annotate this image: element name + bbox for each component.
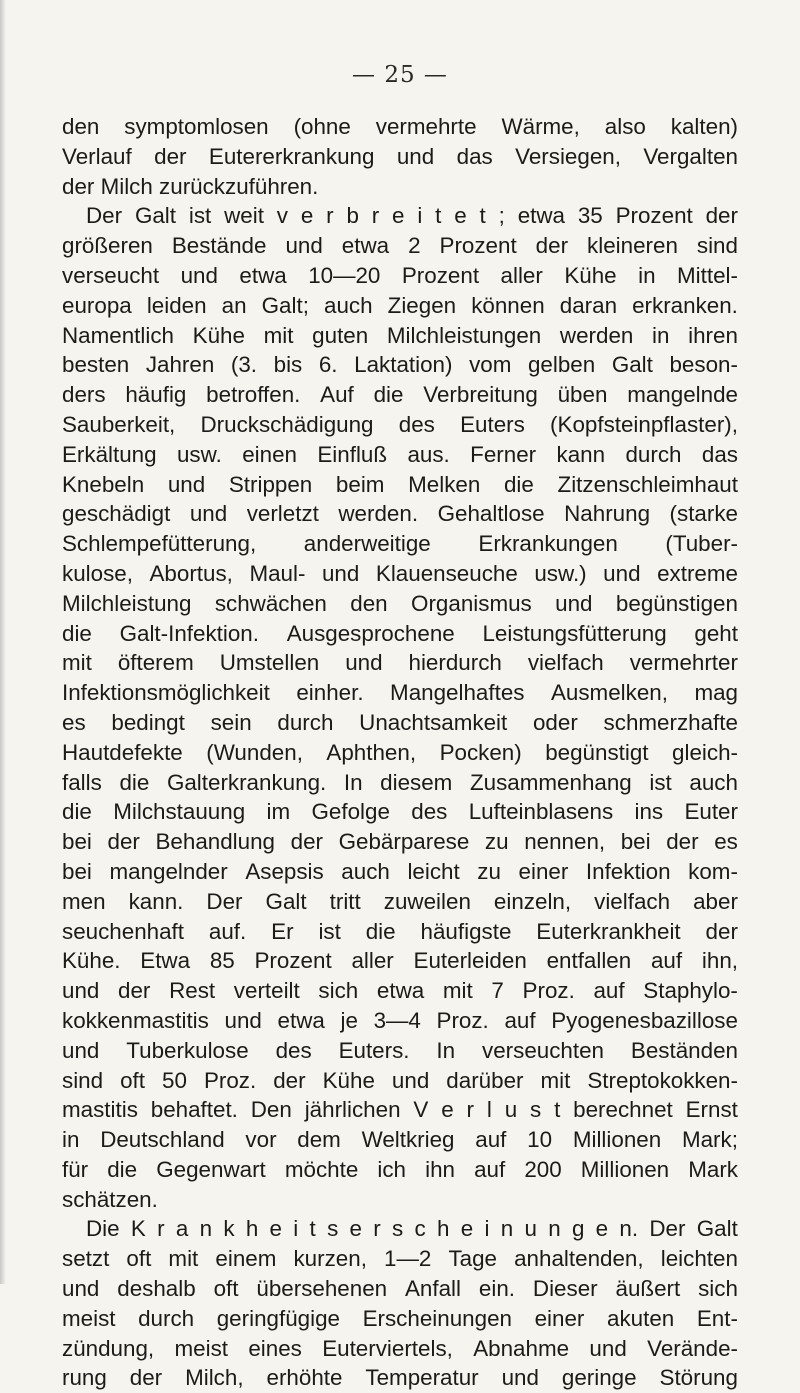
text-line: Knebeln und Strippen beim Melken die Zitzenschleimhaut [62, 471, 738, 497]
text-line: für die Gegenwart möchte ich ihn auf 200 Millionen Mark [62, 1156, 738, 1182]
page-number: — 25 — [352, 62, 448, 88]
text-line: und der Rest verteilt sich etwa mit 7 Proz. auf Staphylo- [62, 978, 738, 1004]
text-line: men kann. Der Galt tritt zuweilen einzeln, vielfach aber [62, 888, 738, 914]
text-line: den symptomlosen (ohne vermehrte Wärme, also kalten) [62, 114, 738, 139]
text-line: Infektionsmöglichkeit einher. Mangelhaftes Ausmelken, mag [62, 680, 738, 706]
text-line: es bedingt sein durch Unachtsamkeit oder schmerzhafte [62, 709, 738, 735]
text-line: der Milch zurückzuführen. [62, 173, 319, 199]
text-line: rung der Milch, erhöhte Temperatur und geringe Störung [62, 1365, 738, 1391]
text-line: zündung, meist eines Euterviertels, Abnahme und Verände- [62, 1335, 738, 1361]
text-line: geschädigt und verletzt werden. Gehaltlose Nahrung (starke [62, 501, 738, 527]
text-line: größeren Bestände und etwa 2 Prozent der kleineren sind [62, 233, 738, 259]
text-line: Die K r a n k h e i t s e r s c h e i n u n g e n. Der Galt [86, 1216, 738, 1242]
text-line: europa leiden an Galt; auch Ziegen können daran erkranken. [62, 292, 738, 318]
text-line: Namentlich Kühe mit guten Milchleistungen werden in ihren [62, 322, 738, 348]
text-line: mit öfterem Umstellen und hierdurch vielfach vermehrter [62, 650, 738, 676]
text-line: Verlauf der Eutererkrankung und das Versiegen, Vergalten [62, 143, 738, 169]
text-line: in Deutschland vor dem Weltkrieg auf 10 Millionen Mark; [62, 1127, 738, 1153]
text-line: Schlempefütterung, anderweitige Erkrankungen (Tuber- [62, 531, 738, 557]
page-edge-shadow [0, 0, 6, 1284]
text-line: schätzen. [62, 1186, 158, 1212]
text-line: ders häufig betroffen. Auf die Verbreitung üben mangelnde [62, 382, 738, 408]
text-line: Milchleistung schwächen den Organismus und begünstigen [62, 590, 738, 616]
text-line: bei mangelnder Asepsis auch leicht zu einer Infektion kom- [62, 858, 738, 884]
text-line: mastitis behaftet. Den jährlichen V e r l u s t berechnet Ernst [62, 1097, 738, 1123]
text-line: seuchenhaft auf. Er ist die häufigste Euterkrankheit der [62, 918, 738, 944]
text-line: die Milchstauung im Gefolge des Lufteinblasens ins Euter [62, 799, 738, 825]
text-line: kulose, Abortus, Maul- und Klauenseuche usw.) und extreme [62, 560, 738, 586]
text-line: setzt oft mit einem kurzen, 1—2 Tage anhaltenden, leichten [62, 1246, 738, 1272]
text-line: falls die Galterkrankung. In diesem Zusammenhang ist auch [62, 769, 738, 795]
text-line: meist durch geringfügige Erscheinungen einer akuten Ent- [62, 1305, 738, 1331]
text-line: Der Galt ist weit v e r b r e i t e t ; etwa 35 Prozent der [86, 203, 738, 229]
text-line: verseucht und etwa 10—20 Prozent aller Kühe in Mittel- [62, 262, 738, 288]
text-line: Kühe. Etwa 85 Prozent aller Euterleiden entfallen auf ihn, [62, 948, 738, 974]
text-line: Hautdefekte (Wunden, Aphthen, Pocken) begünstigt gleich- [62, 739, 738, 765]
text-line: bei der Behandlung der Gebärparese zu nennen, bei der es [62, 829, 738, 855]
text-line: Sauberkeit, Druckschädigung des Euters (Kopfsteinpflaster), [62, 411, 738, 437]
text-line: die Galt-Infektion. Ausgesprochene Leistungsfütterung geht [62, 620, 738, 646]
text-line: und Tuberkulose des Euters. In verseuchten Beständen [62, 1037, 738, 1063]
text-line: Erkältung usw. einen Einfluß aus. Ferner kann durch das [62, 441, 738, 467]
text-line: und deshalb oft übersehenen Anfall ein. Dieser äußert sich [62, 1276, 738, 1302]
text-line: sind oft 50 Proz. der Kühe und darüber mit Streptokokken- [62, 1067, 738, 1093]
body-text [62, 112, 738, 1393]
text-line: besten Jahren (3. bis 6. Laktation) vom gelben Galt beson- [62, 352, 738, 378]
text-line: kokkenmastitis und etwa je 3—4 Proz. auf Pyogenesbazillose [62, 1007, 738, 1033]
